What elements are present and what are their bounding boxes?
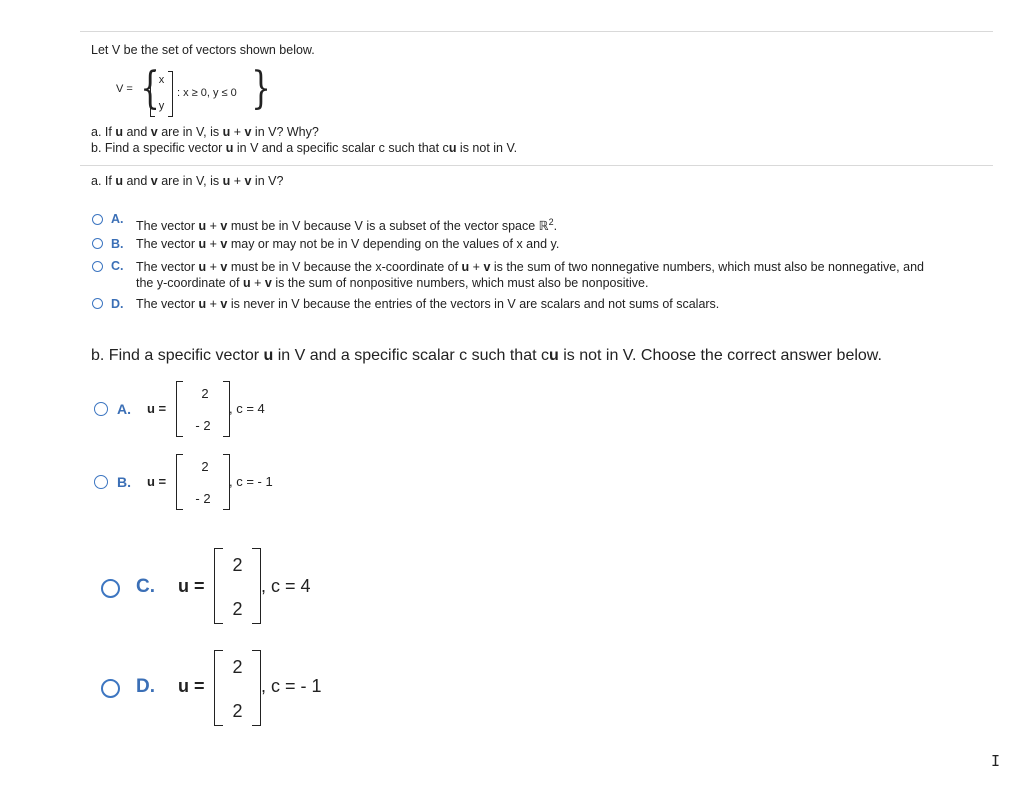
c-value: , c = 4	[261, 576, 311, 596]
option-text-line2: the y-coordinate of u + v is the sum of nonpositive numbers, which must also be nonpositive.	[136, 276, 649, 290]
u-top: 2	[232, 657, 243, 677]
u-label: u =	[147, 474, 167, 489]
radio-a-option-d[interactable]	[92, 298, 103, 309]
radio-b-option-b[interactable]	[94, 475, 108, 489]
right-bracket-icon	[252, 650, 261, 726]
option-letter: D.	[111, 297, 124, 311]
u-bottom: 2	[232, 599, 243, 619]
left-bracket-icon	[214, 650, 223, 726]
radio-a-option-c[interactable]	[92, 261, 103, 272]
set-conditions: : x ≥ 0, y ≤ 0	[177, 87, 237, 99]
radio-b-option-d[interactable]	[101, 679, 120, 698]
part-a-question: a. If u and v are in V, is u + v in V? Why?	[91, 125, 319, 139]
u-top: 2	[232, 555, 243, 575]
radio-b-option-c[interactable]	[101, 579, 120, 598]
right-bracket-icon	[252, 548, 261, 624]
option-text-line1: The vector u + v must be in V because the x-coordinate of u + v is the sum of two nonnegative numbers, which must also be nonnegative, and	[136, 260, 924, 274]
u-label: u =	[178, 576, 205, 596]
vector-top: x	[158, 74, 165, 86]
left-bracket-icon	[176, 454, 183, 510]
left-bracket-icon	[214, 548, 223, 624]
u-top: 2	[201, 459, 209, 474]
option-letter: A.	[117, 401, 131, 417]
radio-b-option-a[interactable]	[94, 402, 108, 416]
u-label: u =	[147, 401, 167, 416]
part-a-prompt: a. If u and v are in V, is u + v in V?	[91, 174, 284, 188]
option-text: The vector u + v is never in V because the entries of the vectors in V are scalars and not sums of scalars.	[136, 297, 720, 311]
radio-a-option-a[interactable]	[92, 214, 103, 225]
u-bottom: - 2	[195, 418, 211, 433]
c-value: , c = - 1	[261, 676, 322, 696]
option-letter: C.	[136, 576, 155, 597]
u-bottom: 2	[232, 701, 243, 721]
option-letter: B.	[117, 474, 131, 490]
option-text: The vector u + v must be in V because V is a subset of the vector space ℝ$^2$.	[136, 217, 558, 234]
option-letter: C.	[111, 259, 124, 273]
u-label: u =	[178, 676, 205, 696]
radio-a-option-b[interactable]	[92, 238, 103, 249]
section-divider	[80, 165, 993, 166]
top-divider	[80, 31, 993, 32]
c-value: , c = - 1	[229, 474, 273, 489]
problem-intro: Let V be the set of vectors shown below.	[91, 43, 315, 57]
text-cursor-icon: I	[991, 752, 1001, 770]
part-b-prompt: b. Find a specific vector u in V and a specific scalar c such that cu is not in V. Choose the correct answer below.	[91, 347, 882, 364]
right-brace-icon: }	[251, 63, 271, 114]
left-brace-icon: {	[140, 63, 160, 114]
part-b-question: b. Find a specific vector u in V and a specific scalar c such that cu is not in V.	[91, 141, 518, 155]
u-top: 2	[201, 386, 209, 401]
option-letter: D.	[136, 676, 155, 697]
c-value: , c = 4	[229, 401, 265, 416]
option-text: The vector u + v may or may not be in V depending on the values of x and y.	[136, 237, 560, 251]
left-bracket-icon	[176, 381, 183, 437]
option-letter: B.	[111, 237, 124, 251]
right-bracket-icon	[168, 71, 173, 117]
u-bottom: - 2	[195, 491, 211, 506]
vector-bottom: y	[158, 100, 165, 112]
option-letter: A.	[111, 212, 124, 226]
set-lhs: V =	[116, 83, 133, 95]
